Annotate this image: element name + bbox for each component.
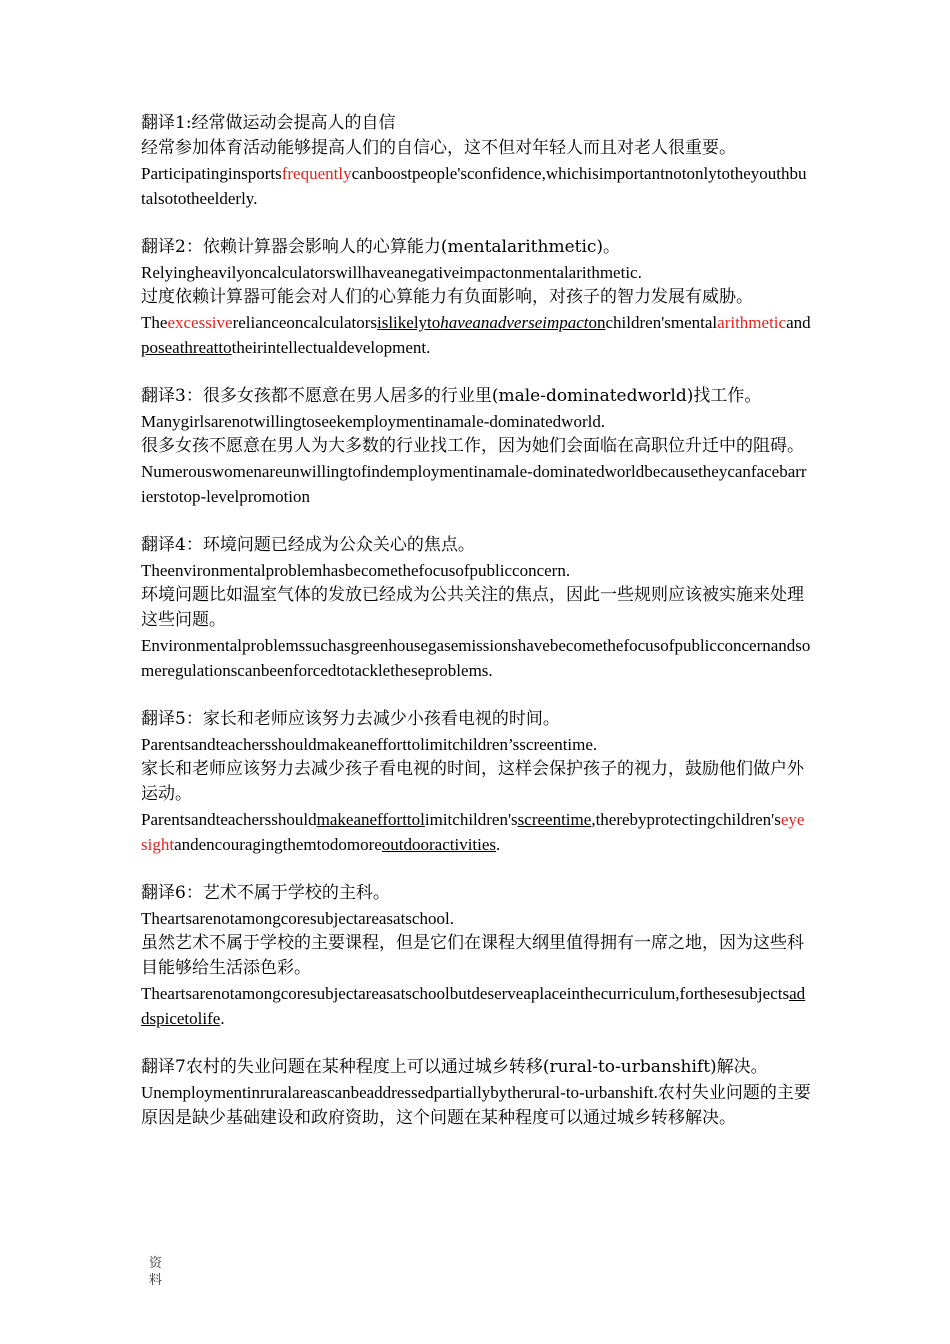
- page-footer: 资料: [149, 1256, 163, 1288]
- document-body: [141, 111, 811, 1154]
- text-segment: canboostpeople'sconfidence,whichisimportantnotonlytotheyouthbutalsototheelderly.: [141, 164, 807, 208]
- underlined-phrase: makeanefforttol: [316, 810, 425, 829]
- translation-section-5: [141, 707, 811, 857]
- highlighted-word: excessive: [167, 313, 233, 332]
- text-segment: The: [141, 313, 168, 332]
- zh1: 环境问题比如温室气体的发放已经成为公共关注的焦点，因此一些规则应该被实施来处理这些问题。: [141, 585, 804, 630]
- text-segment: theirintellectualdevelopment.: [231, 338, 431, 357]
- text-segment: Theartsarenotamongcoresubjectareasatschoolbutdeserveaplaceinthecurriculum,forthesesubjects: [141, 984, 790, 1003]
- translation-section-1: [141, 111, 811, 211]
- text-segment: 农村失业问题的主要原因是缺少基础建设和政府资助，这个问题在某种程度可以通过城乡转移解决。: [141, 1083, 811, 1127]
- underlined-phrase: outdooractivities: [381, 835, 497, 854]
- english-translation: [141, 459, 811, 509]
- translation-section-3: [141, 384, 811, 509]
- english-translation: [141, 1080, 811, 1130]
- zh1: 家长和老师应该努力去减少孩子看电视的时间，这样会保护孩子的视力，鼓励他们做户外运动。: [141, 759, 804, 804]
- text-segment: and: [786, 313, 811, 332]
- zh1: 很多女孩不愿意在男人为大多数的行业找工作，因为她们会面临在高职位升迁中的阻碍。: [141, 436, 804, 456]
- text-segment: Environmentalproblemssuchasgreenhousegasemissionshavebecomethefocusofpublicconcernandsomeregulationscanbeenforcedtotackletheseproblems.: [141, 636, 811, 680]
- underlined-phrase: haveanadverseimpact: [440, 313, 589, 332]
- text-segment: children'smental: [605, 313, 718, 332]
- en0: Parentsandteachersshouldmakeanefforttolimitchildren’sscreentime.: [141, 735, 598, 754]
- title: 翻译2：依赖计算器会影响人的心算能力(mentalarithmetic)。: [141, 237, 621, 257]
- title: 翻译1:经常做运动会提高人的自信: [141, 113, 396, 133]
- english-translation: [141, 981, 811, 1031]
- text-segment: relianceoncalculators: [232, 313, 377, 332]
- underlined-phrase: islikelyto: [377, 313, 441, 332]
- text-segment: Participatinginsports: [141, 164, 282, 183]
- underlined-phrase: on: [588, 313, 606, 332]
- translation-section-4: [141, 533, 811, 683]
- text-segment: ,therebyprotectingchildren's: [591, 810, 781, 829]
- zh1: 虽然艺术不属于学校的主要课程，但是它们在课程大纲里值得拥有一席之地，因为这些科目能够给生活添色彩。: [141, 933, 804, 978]
- zh1: 经常参加体育活动能够提高人们的自信心，这不但对年轻人而且对老人很重要。: [141, 138, 736, 158]
- text-segment: Unemploymentinruralareascanbeaddressedpartiallybytherural-to-urbanshift.: [141, 1083, 658, 1102]
- highlighted-word: arithmetic: [717, 313, 787, 332]
- text-segment: .: [496, 835, 501, 854]
- en0: Theartsarenotamongcoresubjectareasatschool.: [141, 909, 454, 928]
- text-segment: Parentsandteachersshould: [141, 810, 317, 829]
- translation-section-6: [141, 881, 811, 1031]
- title: 翻译5：家长和老师应该努力去减少小孩看电视的时间。: [141, 709, 560, 729]
- en0: Relyingheavilyoncalculatorswillhaveanegativeimpactonmentalarithmetic.: [141, 263, 642, 282]
- english-translation: [141, 633, 811, 683]
- highlighted-word: eyesight: [141, 810, 805, 854]
- text-segment: andencouragingthemtodomore: [174, 835, 382, 854]
- text-segment: Numerouswomenareunwillingtofindemploymentinamale-dominatedworldbecausetheycanfacebarrierstotop-levelpromotion: [141, 462, 807, 506]
- underlined-phrase: addspicetolife: [141, 984, 806, 1028]
- text-segment: .: [220, 1009, 225, 1028]
- translation-section-7: [141, 1055, 811, 1130]
- underlined-phrase: screentime: [517, 810, 592, 829]
- english-translation: [141, 161, 811, 211]
- title: 翻译6：艺术不属于学校的主科。: [141, 883, 390, 903]
- zh1: 过度依赖计算器可能会对人们的心算能力有负面影响，对孩子的智力发展有威胁。: [141, 287, 753, 307]
- english-translation: [141, 310, 811, 360]
- title: 翻译3：很多女孩都不愿意在男人居多的行业里(male-dominatedworld)找工作。: [141, 386, 762, 406]
- underlined-phrase: poseathreatto: [141, 338, 232, 357]
- en0: Theenvironmentalproblemhasbecomethefocusofpublicconcern.: [141, 561, 571, 580]
- title: 翻译4：环境问题已经成为公众关心的焦点。: [141, 535, 475, 555]
- en0: Manygirlsarenotwillingtoseekemploymentinamale-dominatedworld.: [141, 412, 606, 431]
- translation-section-2: [141, 235, 811, 360]
- text-segment: imitchildren's: [424, 810, 518, 829]
- english-translation: [141, 807, 811, 857]
- highlighted-word: frequently: [281, 164, 352, 183]
- title: 翻译7农村的失业问题在某种程度上可以通过城乡转移(rural-to-urbanshift)解决。: [141, 1057, 768, 1077]
